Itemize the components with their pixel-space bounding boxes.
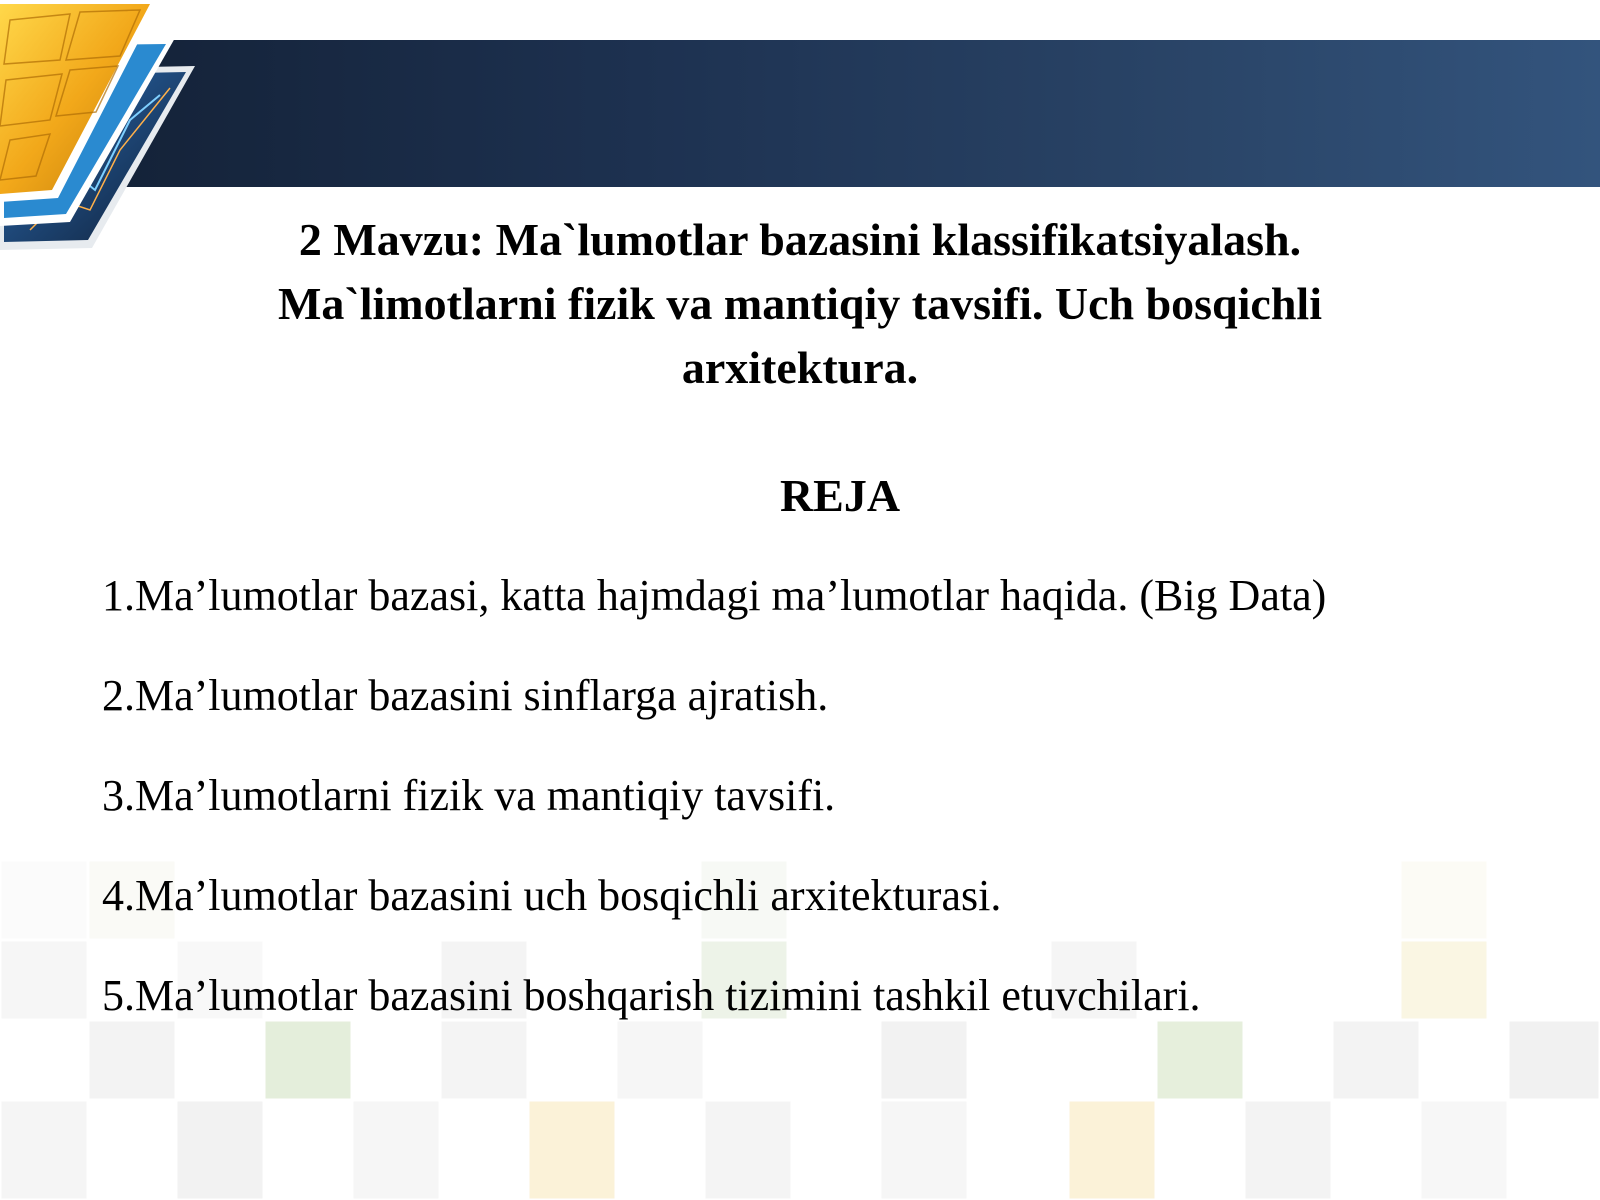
title-line: Ma`limotlarni fizik va mantiqiy tavsifi. Uch bosqichli [278, 278, 1322, 329]
plan-item: 3.Ma’lumotlarni fizik va mantiqiy tavsifi. [102, 771, 836, 820]
title-line: 2 Mavzu: Ma`lumotlar bazasini klassifikatsiyalash. [298, 214, 1302, 265]
header-band [0, 40, 1600, 187]
plan-item: 5.Ma’lumotlar bazasini boshqarish tizimini tashkil etuvchilari. [102, 971, 1201, 1020]
plan-item: 2.Ma’lumotlar bazasini sinflarga ajratish. [102, 671, 829, 720]
plan-heading: REJA [779, 470, 901, 521]
slide-title [150, 208, 1450, 400]
title-line: arxitektura. [681, 342, 919, 393]
plan-list [102, 570, 1562, 1070]
plan-item: 4.Ma’lumotlar bazasini uch bosqichli arxitekturasi. [102, 871, 1002, 920]
plan-item: 1.Ma’lumotlar bazasi, katta hajmdagi ma’lumotlar haqida. (Big Data) [102, 571, 1327, 620]
